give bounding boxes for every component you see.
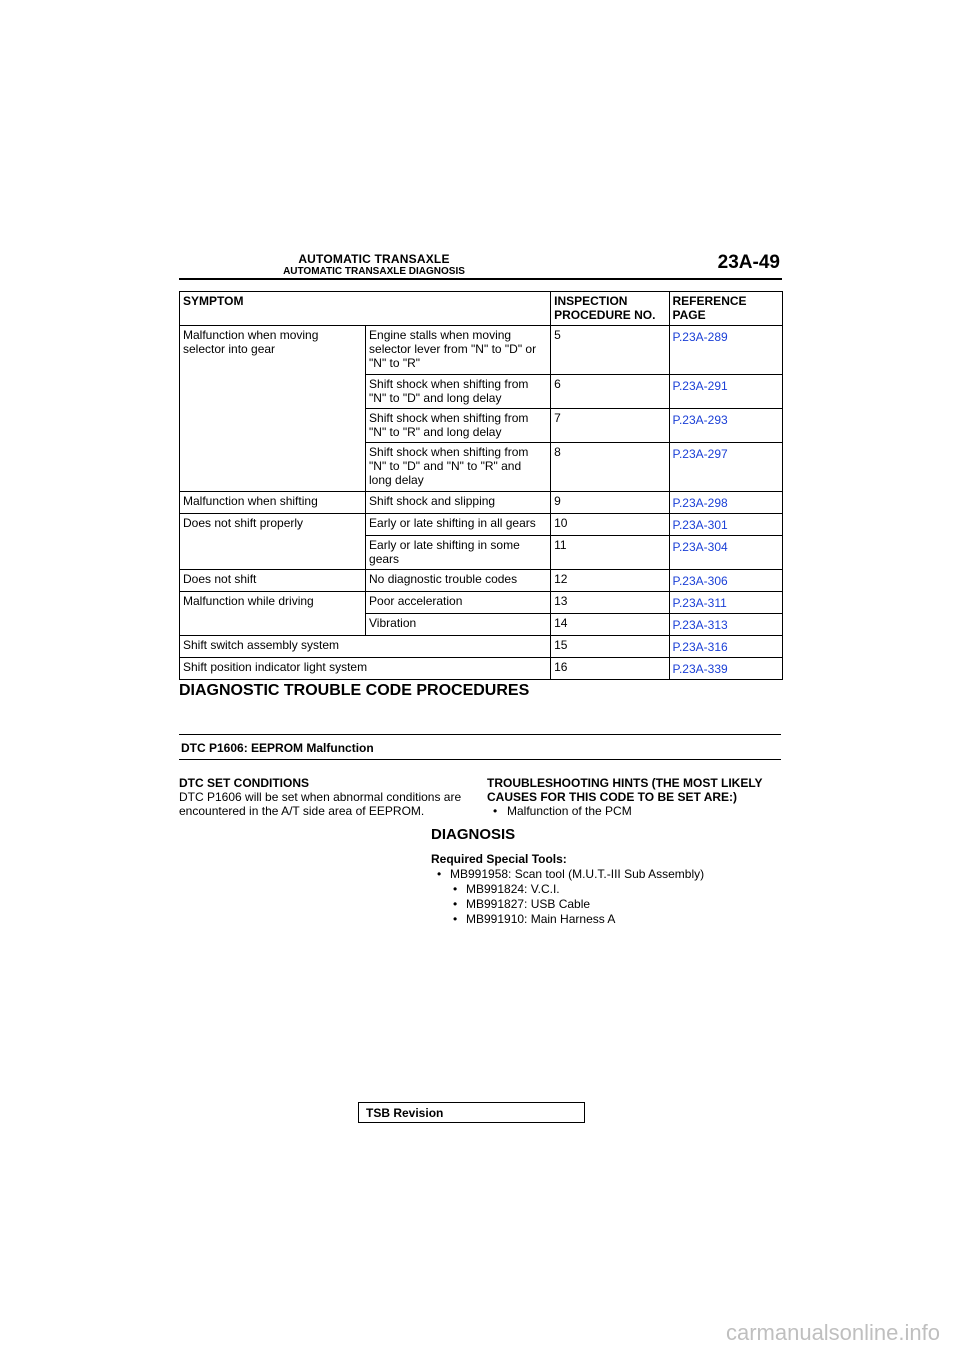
- page-number: 23A-49: [717, 252, 780, 273]
- procedure-no: 12: [551, 570, 669, 592]
- reference-link[interactable]: P.23A-291: [669, 375, 782, 409]
- detail-cell: Engine stalls when moving selector lever from "N" to "D" or "N" to "R": [366, 326, 551, 375]
- header-symptom: SYMPTOM: [180, 292, 551, 326]
- procedure-no: 15: [551, 636, 669, 658]
- tools-heading: Required Special Tools:: [431, 852, 567, 866]
- reference-link[interactable]: P.23A-298: [669, 492, 782, 514]
- reference-link[interactable]: P.23A-293: [669, 409, 782, 443]
- detail-cell: Early or late shifting in all gears: [366, 514, 551, 536]
- symptom-cell: Shift switch assembly system: [180, 636, 551, 658]
- header-inspection: INSPECTION PROCEDURE NO.: [551, 292, 669, 326]
- tsb-label: TSB Revision: [366, 1106, 444, 1120]
- special-tools: [431, 852, 704, 927]
- bullet-icon: •: [453, 897, 458, 911]
- detail-cell: Shift shock when shifting from "N" to "D" and long delay: [366, 375, 551, 409]
- detail-cell: Vibration: [366, 614, 551, 636]
- bullet-icon: •: [493, 804, 498, 818]
- detail-cell: No diagnostic trouble codes: [366, 570, 551, 592]
- hints-heading: TROUBLESHOOTING HINTS (THE MOST LIKELY CAUSES FOR THIS CODE TO BE SET ARE:): [487, 776, 763, 804]
- reference-link[interactable]: P.23A-311: [669, 592, 782, 614]
- table-header-row: [180, 292, 783, 326]
- header-title: AUTOMATIC TRANSAXLE: [298, 252, 450, 266]
- procedure-no: 6: [551, 375, 669, 409]
- list-item: • Malfunction of the PCM: [493, 804, 632, 818]
- detail-cell: Early or late shifting in some gears: [366, 536, 551, 570]
- procedure-no: 14: [551, 614, 669, 636]
- reference-link[interactable]: P.23A-304: [669, 536, 782, 570]
- header-reference: REFERENCE PAGE: [669, 292, 782, 326]
- dtc-title: DTC P1606: EEPROM Malfunction: [181, 741, 374, 755]
- procedure-no: 5: [551, 326, 669, 375]
- page-header: [179, 252, 782, 282]
- symptom-cell: Malfunction when shifting: [180, 492, 366, 514]
- set-conditions-text: DTC P1606 will be set when abnormal conditions are encountered in the A/T side area of EEPROM.: [179, 790, 462, 818]
- procedure-no: 16: [551, 658, 669, 680]
- reference-link[interactable]: P.23A-306: [669, 570, 782, 592]
- diagnosis-heading: DIAGNOSIS: [431, 826, 516, 843]
- reference-link[interactable]: P.23A-316: [669, 636, 782, 658]
- table-row: [180, 636, 783, 658]
- table-row: [180, 492, 783, 514]
- watermark: carmanualsonline.info: [725, 1320, 940, 1345]
- list-item: • MB991827: USB Cable: [453, 897, 591, 911]
- detail-cell: Shift shock when shifting from "N" to "R" and long delay: [366, 409, 551, 443]
- symptom-cell: Does not shift properly: [180, 514, 366, 570]
- table-row: [180, 514, 783, 536]
- symptom-cell: Does not shift: [180, 570, 366, 592]
- reference-link[interactable]: P.23A-313: [669, 614, 782, 636]
- bullet-icon: •: [437, 867, 442, 881]
- header-subtitle: AUTOMATIC TRANSAXLE DIAGNOSIS: [283, 266, 465, 277]
- procedure-no: 7: [551, 409, 669, 443]
- procedure-no: 10: [551, 514, 669, 536]
- bullet-icon: •: [453, 882, 458, 896]
- symptom-table: [179, 291, 783, 680]
- section-title: DIAGNOSTIC TROUBLE CODE PROCEDURES: [179, 682, 530, 699]
- reference-link[interactable]: P.23A-301: [669, 514, 782, 536]
- header-rule: [179, 278, 782, 280]
- detail-cell: Shift shock and slipping: [366, 492, 551, 514]
- list-item: • MB991910: Main Harness A: [453, 912, 616, 926]
- procedure-no: 13: [551, 592, 669, 614]
- list-item: • MB991958: Scan tool (M.U.T.-III Sub Assembly): [437, 867, 705, 881]
- reference-link[interactable]: P.23A-339: [669, 658, 782, 680]
- symptom-cell: Malfunction when moving selector into gear: [180, 326, 366, 492]
- troubleshooting-hints: [487, 776, 787, 818]
- table-row: [180, 570, 783, 592]
- procedure-no: 9: [551, 492, 669, 514]
- list-item: • MB991824: V.C.I.: [453, 882, 560, 896]
- table-row: [180, 326, 783, 375]
- reference-link[interactable]: P.23A-289: [669, 326, 782, 375]
- table-row: [180, 592, 783, 614]
- symptom-cell: Malfunction while driving: [180, 592, 366, 636]
- tsb-revision-box: [358, 1102, 585, 1123]
- detail-cell: Shift shock when shifting from "N" to "D" and "N" to "R" and long delay: [366, 443, 551, 492]
- procedure-no: 8: [551, 443, 669, 492]
- set-conditions-heading: DTC SET CONDITIONS: [179, 776, 310, 790]
- bullet-icon: •: [453, 912, 458, 926]
- procedure-no: 11: [551, 536, 669, 570]
- dtc-title-bar: [179, 734, 781, 760]
- reference-link[interactable]: P.23A-297: [669, 443, 782, 492]
- dtc-set-conditions: [179, 776, 479, 818]
- table-row: [180, 658, 783, 680]
- symptom-cell: Shift position indicator light system: [180, 658, 551, 680]
- detail-cell: Poor acceleration: [366, 592, 551, 614]
